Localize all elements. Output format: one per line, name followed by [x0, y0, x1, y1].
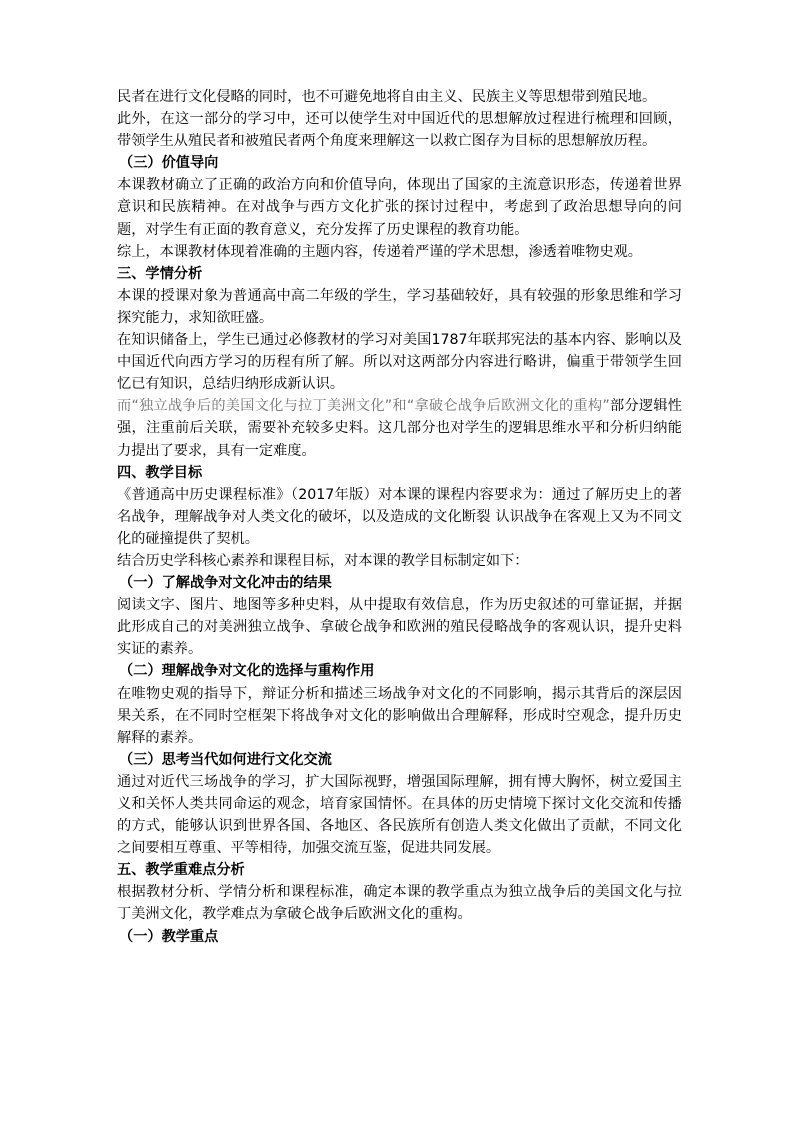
paragraph-learner-profile: 本课的授课对象为普通高中高二年级的学生，学习基础较好，具有较强的形象思维和学习探究能力，求知欲旺盛。	[117, 287, 682, 326]
highlighted-text: 而“独立战争后的美国文化与拉丁美洲文化”和“拿破仑战争后欧洲文化的重构”	[117, 398, 610, 415]
paragraph-goals-intro: 结合历史学科核心素养和课程目标，对本课的教学目标制定如下：	[117, 552, 529, 569]
heading-goal-1: （一）了解战争对文化冲击的结果	[119, 575, 332, 592]
paragraph-goal-1: 阅读文字、图片、地图等多种史料，从中提取有效信息，作为历史叙述的可靠证据，并据此形成自己的对美洲独立战争、拿破仑战争和欧洲的殖民侵略战争的客观认识，提升史料实证的素养。	[117, 597, 682, 658]
heading-teaching-goals: 四、教学目标	[117, 464, 203, 481]
paragraph-key-difficult: 根据教材分析、学情分析和课程标准，确定本课的教学重点为独立战争后的美国文化与拉丁美洲文化，教学难点为拿破仑战争后欧洲文化的重构。	[117, 884, 682, 923]
paragraph-difficulty	[117, 395, 682, 461]
heading-goal-2: （二）理解战争对文化的选择与重构作用	[119, 663, 375, 680]
paragraph-value-orientation: 本课教材确立了正确的政治方向和价值导向，体现出了国家的主流意识形态，传递着世界意识和民族精神。在对战争与西方文化扩张的探讨过程中，考虑到了政治思想导向的问题，对学生有正面的教育意义，充分发挥了历史课程的教育功能。	[117, 177, 682, 238]
paragraph-knowledge-base: 在知识储备上，学生已通过必修教材的学习对美国1787年联邦宪法的基本内容、影响以及中国近代向西方学习的历程有所了解。所以对这两部分内容进行略讲，偏重于带领学生回忆已有知识，总结归纳形成新认识。	[117, 332, 682, 393]
heading-teaching-focus: （一）教学重点	[119, 928, 219, 945]
heading-learner-analysis: 三、学情分析	[117, 265, 203, 282]
heading-key-difficult: 五、教学重难点分析	[117, 862, 245, 879]
paragraph-summary: 综上，本课教材体现着准确的主题内容，传递着严谨的学术思想，渗透着唯物史观。	[117, 243, 642, 260]
heading-goal-3: （三）思考当代如何进行文化交流	[119, 751, 332, 768]
paragraph-thought-liberation: 此外，在这一部分的学习中，还可以使学生对中国近代的思想解放过程进行梳理和回顾，带领学生从殖民者和被殖民者两个角度来理解这一以救亡图存为目标的思想解放历程。	[117, 111, 682, 150]
paragraph-goal-2: 在唯物史观的指导下，辩证分析和描述三场战争对文化的不同影响，揭示其背后的深层因果关系，在不同时空框架下将战争对文化的影响做出合理解释，形成时空观念，提升历史解释的素养。	[117, 685, 682, 746]
heading-value-orientation: （三）价值导向	[119, 155, 219, 172]
paragraph-difficulty-rest: 部分逻辑性强，注重前后关联，需要补充较多史料。这几部分也对学生的逻辑思维水平和分析归纳能力提出了要求，具有一定难度。	[117, 398, 682, 459]
paragraph-colonial-ideas: 民者在进行文化侵略的同时，也不可避免地将自由主义、民族主义等思想带到殖民地。	[117, 89, 657, 105]
document-page	[117, 86, 682, 948]
paragraph-goal-3: 通过对近代三场战争的学习，扩大国际视野，增强国际理解，拥有博大胸怀，树立爱国主义和关怀人类共同命运的观念，培育家国情怀。在具体的历史情境下探讨文化交流和传播的方式，能够认识到世界各国、各地区、各民族所有创造人类文化做出了贡献，不同文化之间要相互尊重、平等相待，加强交流互鉴，促进共同发展。	[117, 773, 682, 857]
paragraph-curriculum-standard: 《普通高中历史课程标准》（2017年版）对本课的课程内容要求为：通过了解历史上的著名战争，理解战争对人类文化的破坏，以及造成的文化断裂 认识战争在客观上又为不同文化的碰撞提供了契机。	[117, 486, 682, 547]
